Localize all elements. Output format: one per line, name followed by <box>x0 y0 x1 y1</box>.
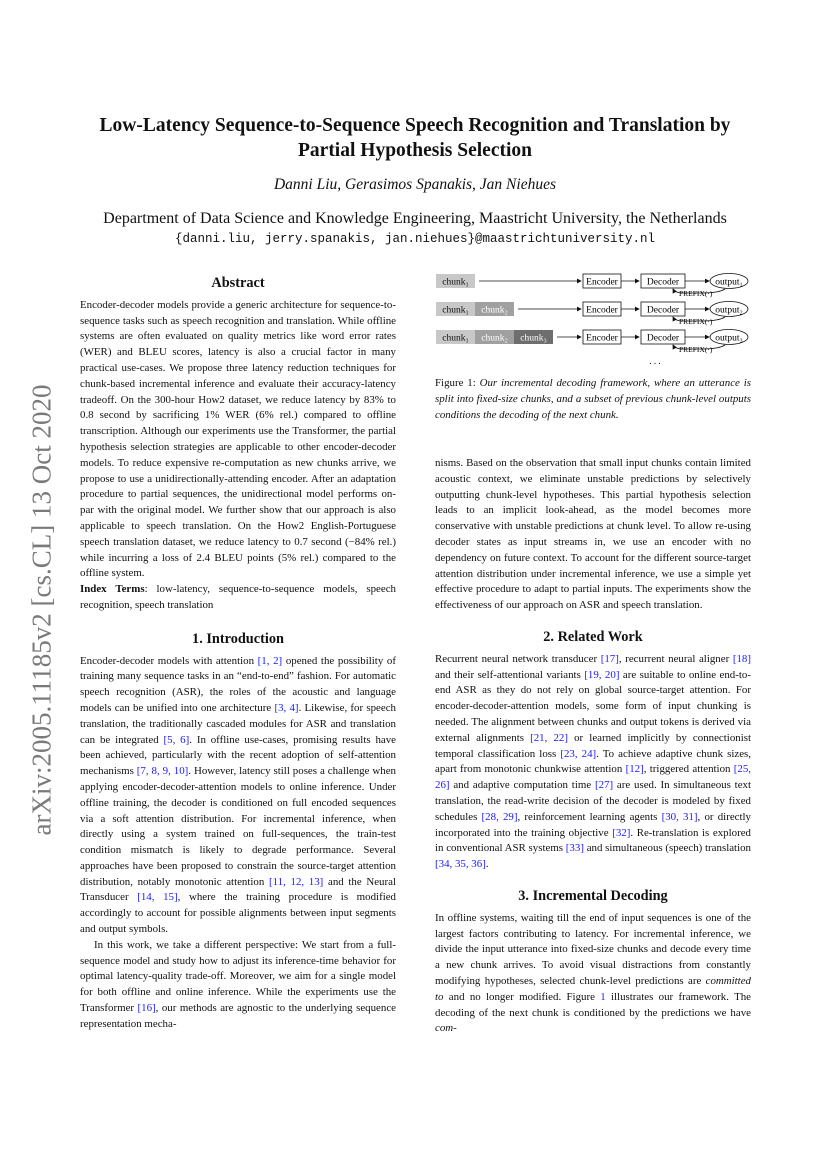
right-column <box>435 456 751 1037</box>
text-run-italic: committed to <box>435 974 751 1003</box>
citation-link[interactable]: [14, 15] <box>137 891 178 904</box>
citation-link[interactable]: [28, 29] <box>481 810 518 823</box>
decoder-label: Decoder <box>646 277 680 288</box>
citation-link[interactable]: [19, 20] <box>584 668 620 681</box>
related-work-paragraph <box>435 652 751 873</box>
decoder-label: Decoder <box>646 333 680 344</box>
chunk-label: chunk₁ <box>442 333 469 344</box>
citation-link[interactable]: [21, 22] <box>530 731 568 744</box>
abstract-text: Encoder-decoder models provide a generic architecture for sequence-to-sequence tasks such as speech recognition and translation. While offline systems are often evaluated on quality metrics like word error rates (WER) and BLEU scores, latency is also a crucial factor in many practical use-cases. We propose three latency reduction techniques for chunk-based incremental inference and evaluate their accuracy-latency tradeoff. On the 300-hour How2 dataset, we reduce latency by 83% to 0.8 second by sacrificing 1% WER (6% rel.) compared to offline transcription. Although our experiments use the Transformer, the partial hypothesis selection strategies are applicable to other encoder-decoder models. To reduce expensive re-computation as new chunks arrive, we propose to use a unidirectionally-attending encoder. After an adaptation procedure to partial sequences, the unidirectional model performs on-par with the original model. We further show that our approach is also applicable to speech translation. On the How2 English-Portuguese speech translation dataset, we reduce latency to 0.7 second (−84% rel.) while incurring a loss of 2.4 BLEU points (5% rel.) compared to the offline system. <box>80 298 396 580</box>
text-run: and the Neural Transducer <box>80 875 396 904</box>
text-run: , where the training procedure is modified accordingly to account for possible alignments between input segments and output symbols. <box>80 891 396 936</box>
paper-title <box>60 113 770 163</box>
citation-link[interactable]: [17] <box>600 652 619 665</box>
citation-link[interactable]: [18] <box>732 652 751 665</box>
email: {danni.liu, jerry.spanakis, jan.niehues}@maastrichtuniversity.nl <box>174 232 656 246</box>
figure-1 <box>435 268 751 373</box>
text-run: and no longer modified. Figure <box>443 990 601 1003</box>
title-line-1: Low-Latency Sequence-to-Sequence Speech Recognition and Translation by <box>99 115 731 136</box>
text-run: In offline systems, waiting till the end of input sequences is one of the largest factors contributing to latency. For incremental inference, we divide the input utterance into fixed-size chunks and decode every time a new chunk arrives. To avoid visual distractions from constantly modifying hypotheses, selected chunk-level predictions are <box>435 911 751 987</box>
caption-label: Figure 1: <box>435 377 476 389</box>
text-run: , reinforcement learning agents <box>517 810 662 823</box>
chunk-label: chunk₃ <box>520 333 547 344</box>
intro-paragraph-1 <box>80 654 396 938</box>
text-run: In this work, we take a different perspective: We start from a full-sequence model and study how to adjust its inference-time behavior for optimal latency-quality trade-off. Moreover, we aim for a single model for both offline and online inference. While the experiments use the Transformer <box>80 938 396 1015</box>
citation-link[interactable]: [7, 8, 9, 10] <box>136 765 189 778</box>
text-run: . Re-translation is explored in conventional ASR systems <box>435 826 751 855</box>
text-run: . However, latency still poses a challenge when applying encoder-decoder-attention models to online inference. Under offline training, the decoder is conditioned on full encoded sequences via a soft attention distribution. For incremental inference, when directly using a system trained on full-sequences, the train-test condition mismatch is likely to degrade performance. Several approaches have been proposed to constrain the source-target attention distribution, notably monotonic attention <box>80 765 396 888</box>
output-label: output₁ <box>715 277 743 288</box>
encoder-label: Encoder <box>586 305 618 316</box>
text-run-italic: com- <box>435 1022 457 1035</box>
arxiv-sidebar <box>12 370 72 850</box>
text-run: and adaptive computation time <box>449 779 595 792</box>
citation-link[interactable]: [12] <box>625 763 644 776</box>
chunk-label: chunk₁ <box>442 277 469 288</box>
citation-link[interactable]: [3, 4] <box>274 701 299 714</box>
incremental-decoding-heading: 3. Incremental Decoding <box>518 887 668 904</box>
ellipsis-label: . . . <box>649 356 661 366</box>
figure-1-diagram <box>435 268 751 373</box>
index-terms-label: Index Terms <box>80 583 145 596</box>
encoder-label: Encoder <box>586 333 618 344</box>
text-run: opened the possibility of training many sequence tasks in an “end-to-end” fashion. For automatic speech recognition (ASR), the roles of the acoustic and language models can be unified into one architecture <box>80 654 396 714</box>
intro-paragraph-2 <box>80 938 396 1033</box>
prefix-label: PREFIX(·) <box>679 289 713 298</box>
text-run: . In offline use-cases, promising results have been achieved, particularly with the recent adoption of self-attention mechanisms <box>80 733 396 778</box>
output-label: output₃ <box>715 333 743 344</box>
citation-link[interactable]: [32] <box>612 826 631 839</box>
citation-link[interactable]: [33] <box>565 842 584 855</box>
caption-text: Our incremental decoding framework, where an utterance is split into fixed-size chunks, and a subset of previous chunk-level outputs conditions the decoding of the next chunk. <box>435 377 751 421</box>
intro-heading: 1. Introduction <box>192 630 284 647</box>
incremental-decoding-paragraph <box>435 911 751 1037</box>
citation-link[interactable]: [30, 31] <box>661 810 698 823</box>
encoder-label: Encoder <box>586 277 618 288</box>
citation-link[interactable]: [23, 24] <box>560 747 597 760</box>
text-run: . To achieve adaptive chunk sizes, apart from monotonic chunkwise attention <box>435 747 752 776</box>
authors: Danni Liu, Gerasimos Spanakis, Jan Niehues <box>273 176 556 193</box>
citation-link[interactable]: [27] <box>594 779 614 792</box>
text-run: and their self-attentional variants <box>435 668 585 681</box>
chunk-label: chunk₂ <box>481 305 508 316</box>
text-run: are suitable to online end-to-end ASR as they do not rely on global source-target attention. For encoder-decoder-attention models, some form of input chunking is needed. The alignment between chunks and output tokens is derived via external alignments <box>435 668 751 744</box>
text-run: or learned implicitly by connectionist temporal classification loss <box>435 731 751 760</box>
text-run: . Likewise, for speech translation, the traditionally cascaded modules for ASR and translation can be integrated <box>80 701 396 746</box>
index-terms-text: : low-latency, sequence-to-sequence models, speech recognition, speech translation <box>80 583 396 611</box>
text-run: are used. In simultaneous text translation, the read-write decision of the decoder is modeled by fixed schedules <box>435 779 751 823</box>
text-run: , recurrent neural aligner <box>618 652 733 665</box>
citation-link[interactable]: [5, 6] <box>163 733 190 746</box>
citation-link[interactable]: [34, 35, 36] <box>435 858 486 871</box>
arxiv-id[interactable]: arXiv:2005.11185v2 [cs.CL] 13 Oct 2020 <box>26 384 57 836</box>
text-run: , triggered attention <box>643 763 734 776</box>
affiliation: Department of Data Science and Knowledge Engineering, Maastricht University, the Netherlands <box>103 210 727 227</box>
figure-1-caption <box>435 376 751 423</box>
text-run: , or directly incorporated into the training objective <box>435 810 751 839</box>
text-run: illustrates our framework. The decoding of the next chunk is conditioned by the predictions we have <box>435 990 752 1019</box>
abstract-heading: Abstract <box>211 275 265 291</box>
prefix-label: PREFIX(·) <box>679 317 713 326</box>
citation-link[interactable]: [25, 26] <box>435 763 751 792</box>
citation-link[interactable]: [11, 12, 13] <box>269 875 324 888</box>
text-run: and simultaneous (speech) translation <box>583 842 751 855</box>
citation-link[interactable]: [16] <box>137 1002 156 1015</box>
title-line-2: Partial Hypothesis Selection <box>298 140 532 161</box>
chunk-label: chunk₂ <box>481 333 508 344</box>
text-run: , our methods are agnostic to the underlying sequence representation mecha- <box>80 1002 396 1030</box>
related-work-heading: 2. Related Work <box>543 628 643 645</box>
output-label: output₂ <box>715 305 743 316</box>
figure-ref-link[interactable]: 1 <box>600 990 606 1003</box>
left-column <box>80 276 396 1033</box>
text-run: . <box>485 858 489 871</box>
text-run: Encoder-decoder models with attention <box>80 654 258 667</box>
intro-continuation: nisms. Based on the observation that small input chunks contain limited acoustic context, we eliminate unstable predictions by selectively outputting chunk-level hypotheses. This partial hypothesis selection leads to an implicit look-ahead, as the model becomes more conservative with unstable predictions at chunk level. To allow re-using decoder states as input streams in, we use an encoder with no dependency on future context. To account for the different source-target attention distribution under incremental inference, we use a simple yet effective procedure to adapt to partial inputs. The experiments show the effectiveness of our approach on ASR and speech translation. <box>435 457 751 612</box>
prefix-label: PREFIX(·) <box>679 345 713 354</box>
decoder-label: Decoder <box>646 305 680 316</box>
chunk-label: chunk₁ <box>442 305 469 316</box>
index-terms <box>80 582 396 614</box>
citation-link[interactable]: [1, 2] <box>257 654 283 667</box>
text-run: Recurrent neural network transducer <box>435 652 601 665</box>
